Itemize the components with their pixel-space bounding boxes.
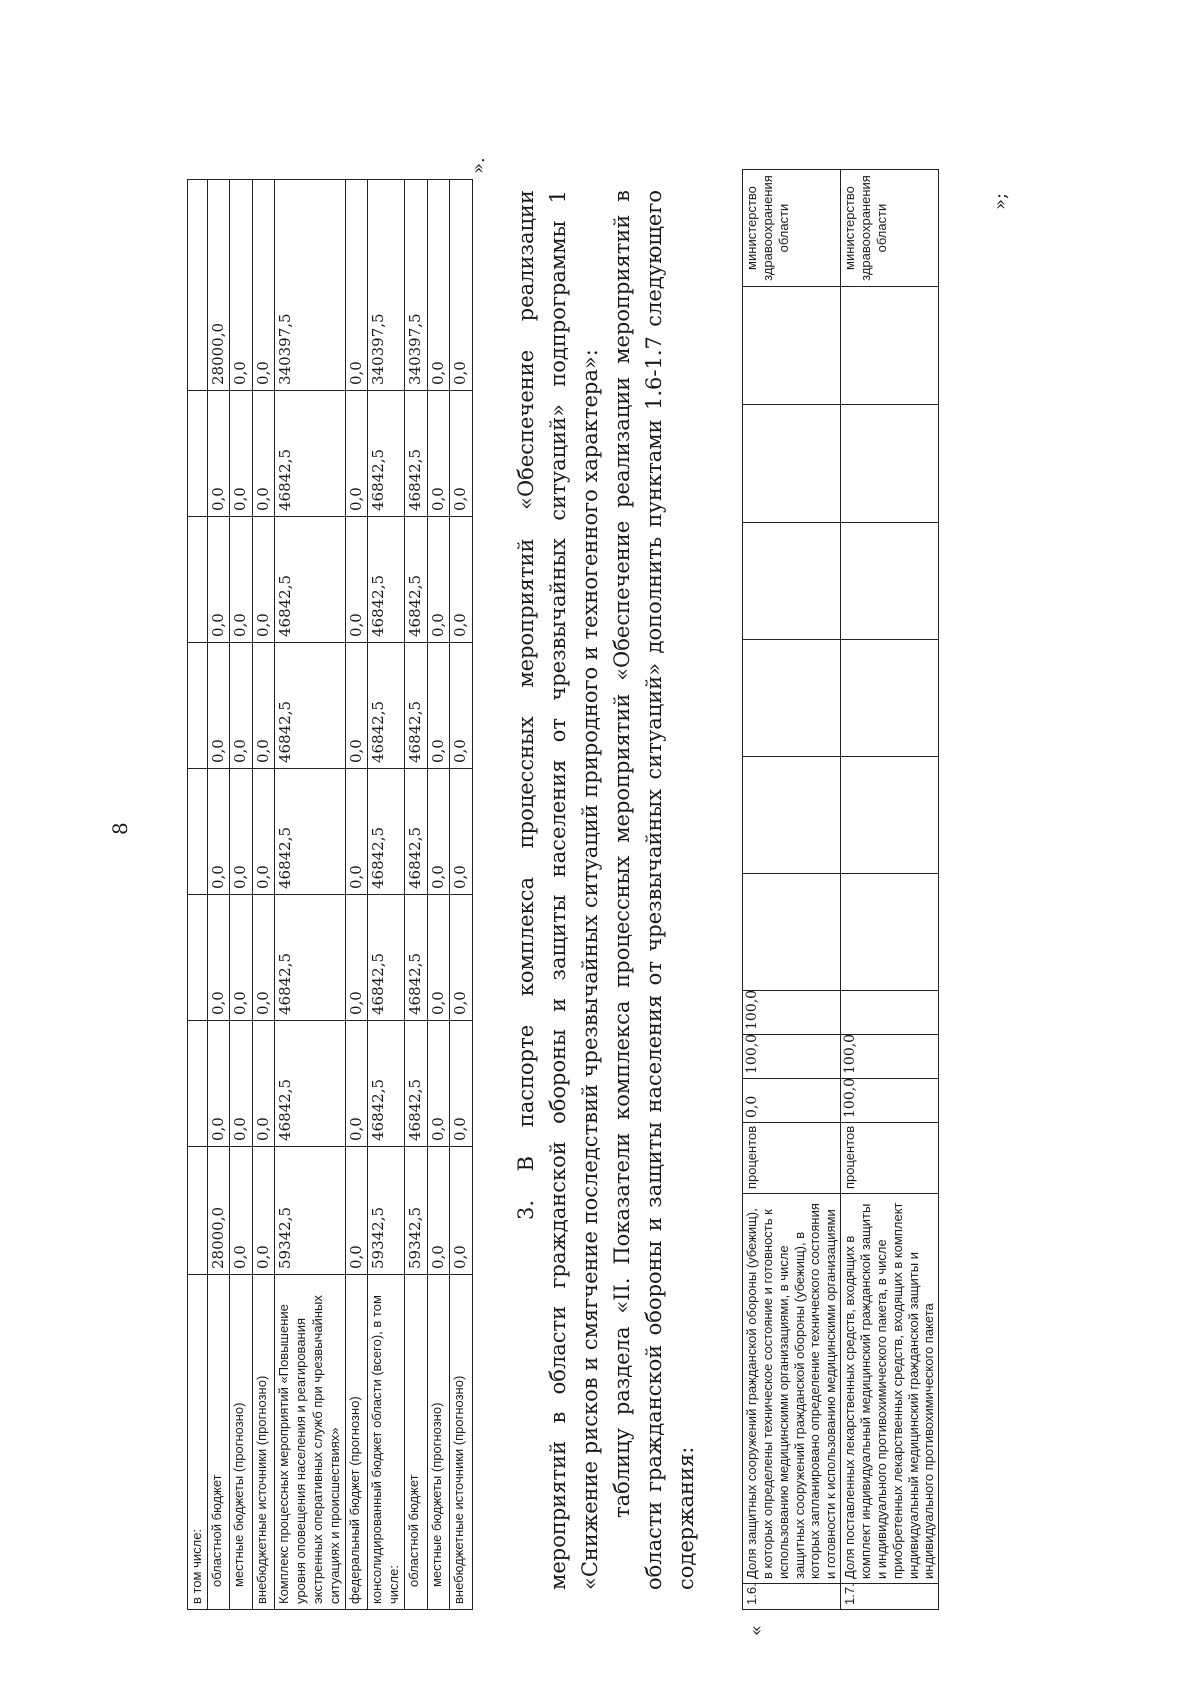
table-cell: 28000,0: [207, 180, 230, 391]
table-row: [345, 180, 368, 1610]
table-cell: 0,0: [230, 517, 253, 643]
row-label: внебюджетные источники (прогнозно): [252, 1275, 275, 1610]
closing-quote-mark: ».: [468, 157, 489, 174]
table-row: [841, 170, 939, 1610]
rotated-page-content: [70, 157, 1100, 1636]
table-cell: 0,0: [450, 391, 473, 517]
table-cell: 0,0: [450, 895, 473, 1021]
table-cell: 0,0: [230, 1021, 253, 1147]
table-cell: 46842,5: [405, 391, 428, 517]
row-label: областной бюджет: [207, 1275, 230, 1610]
table-cell: 0,0: [230, 391, 253, 517]
indicator-name: Доля защитных сооружений гражданской обороны (убежищ), в которых определены техническое состояние и готовность к использованию медицинскими организациями, в числе защитных сооружений гражданской обороны (убежищ), в которых запланировано определение технического состояния и готовности к использованию медицинскими организациями: [743, 1194, 841, 1584]
table-cell: 0,0: [427, 643, 450, 769]
indicator-unit: процентов: [841, 1123, 939, 1194]
table-cell: 340397,5: [405, 180, 428, 391]
table-cell: [743, 640, 841, 757]
indicator-table: [742, 169, 939, 1610]
table-cell: [841, 405, 939, 523]
table-cell: [743, 287, 841, 405]
table-cell: 0,0: [450, 1147, 473, 1275]
indicator-responsible: министерство здравоохранения области: [841, 170, 939, 287]
table-cell: [188, 1147, 208, 1275]
table-cell: 0,0: [252, 517, 275, 643]
table-cell: 0,0: [427, 517, 450, 643]
row-label: консолидированный бюджет области (всего), в том числе:: [368, 1275, 405, 1610]
table-row: [450, 180, 473, 1610]
table-cell: [188, 769, 208, 895]
table-cell: 0,0: [427, 391, 450, 517]
page-number: 8: [108, 822, 132, 835]
indicator-responsible: министерство здравоохранения области: [743, 170, 841, 287]
table-cell: 100,0: [743, 1035, 841, 1079]
opening-quote-mark: «: [746, 1624, 767, 1636]
table-cell: 0,0: [252, 1021, 275, 1147]
row-label: Комплекс процессных мероприятий «Повышение уровня оповещения населения и реагирования экстренных оперативных служб при чрезвычайных ситуациях и происшествиях»: [275, 1275, 346, 1610]
table-cell: 0,0: [230, 895, 253, 1021]
table-cell: 0,0: [345, 769, 368, 895]
table-cell: 0,0: [230, 1147, 253, 1275]
table-cell: [841, 287, 939, 405]
table-cell: 0,0: [345, 517, 368, 643]
table-row: [252, 180, 275, 1610]
table-cell: 0,0: [207, 643, 230, 769]
table-cell: 46842,5: [275, 769, 346, 895]
table-row: [405, 180, 428, 1610]
table-cell: 0,0: [427, 1147, 450, 1275]
table-cell: [841, 991, 939, 1035]
table-cell: 0,0: [252, 769, 275, 895]
table-cell: 46842,5: [275, 895, 346, 1021]
table-cell: 0,0: [345, 1021, 368, 1147]
table-cell: 0,0: [743, 1079, 841, 1123]
table-row: [188, 180, 208, 1610]
table-cell: [841, 640, 939, 757]
table-cell: 46842,5: [368, 895, 405, 1021]
row-label: областной бюджет: [405, 1275, 428, 1610]
table-cell: 46842,5: [275, 391, 346, 517]
row-label: местные бюджеты (прогнозно): [427, 1275, 450, 1610]
table-row: [743, 170, 841, 1610]
budget-table: [187, 179, 473, 1610]
table-cell: 59342,5: [405, 1147, 428, 1275]
table-cell: 0,0: [207, 517, 230, 643]
indicator-number: 1.7.: [841, 1584, 939, 1610]
paragraph-amendment-3: 3. В паспорте комплекса процессных мероприятий «Обеспечение реализации мероприятий в области гражданской обороны и защиты населения от чрезвычайных ситуаций» подпрограммы 1 «Снижение рисков и смягчение последствий чрезвычайных ситуаций природного и техногенного характера»:: [514, 190, 602, 1590]
table-cell: 0,0: [252, 391, 275, 517]
closing-quote-mark-indicators: »;: [990, 192, 1011, 210]
table-cell: 0,0: [427, 1021, 450, 1147]
table-cell: 46842,5: [368, 1021, 405, 1147]
table-cell: [743, 874, 841, 991]
table-cell: 46842,5: [405, 895, 428, 1021]
table-cell: 0,0: [345, 895, 368, 1021]
table-cell: 46842,5: [368, 391, 405, 517]
table-row: [368, 180, 405, 1610]
table-cell: 0,0: [345, 643, 368, 769]
table-cell: 0,0: [207, 769, 230, 895]
table-cell: [841, 874, 939, 991]
table-cell: 46842,5: [405, 1021, 428, 1147]
table-row: [427, 180, 450, 1610]
table-cell: 46842,5: [368, 517, 405, 643]
table-cell: 0,0: [427, 895, 450, 1021]
table-row: [207, 180, 230, 1610]
table-cell: 100,0: [841, 1079, 939, 1123]
table-cell: 0,0: [345, 180, 368, 391]
table-cell: 340397,5: [368, 180, 405, 391]
table-cell: 100,0: [743, 991, 841, 1035]
table-cell: 100,0: [841, 1035, 939, 1079]
table-cell: [743, 405, 841, 523]
table-cell: 0,0: [252, 1147, 275, 1275]
table-cell: 0,0: [230, 180, 253, 391]
table-cell: [188, 643, 208, 769]
table-cell: 0,0: [450, 1021, 473, 1147]
table-cell: 0,0: [450, 517, 473, 643]
table-cell: 0,0: [252, 180, 275, 391]
table-cell: 59342,5: [275, 1147, 346, 1275]
table-cell: [188, 517, 208, 643]
table-cell: 0,0: [207, 391, 230, 517]
table-cell: 0,0: [345, 391, 368, 517]
indicator-number: 1.6.: [743, 1584, 841, 1610]
table-cell: 0,0: [230, 769, 253, 895]
table-cell: 0,0: [252, 643, 275, 769]
table-cell: 46842,5: [275, 517, 346, 643]
indicator-name: Доля поставленных лекарственных средств, входящих в комплект индивидуальный медицинский гражданской защиты и индивидуального противохимического пакета, в числе приобретенных лекарственных средств, входящих в комплект индивидуальный медицинский гражданской защиты и индивидуального противохимического пакета: [841, 1194, 939, 1584]
table-cell: 0,0: [450, 769, 473, 895]
row-label: местные бюджеты (прогнозно): [230, 1275, 253, 1610]
table-cell: 0,0: [450, 643, 473, 769]
row-label: федеральный бюджет (прогнозно): [345, 1275, 368, 1610]
table-cell: 0,0: [207, 895, 230, 1021]
table-cell: 46842,5: [405, 517, 428, 643]
table-cell: 28000,0: [207, 1147, 230, 1275]
table-cell: 46842,5: [405, 769, 428, 895]
indicator-unit: процентов: [743, 1123, 841, 1194]
table-cell: 0,0: [345, 1147, 368, 1275]
table-cell: [743, 757, 841, 874]
table-cell: 46842,5: [368, 769, 405, 895]
table-cell: [188, 391, 208, 517]
table-cell: 340397,5: [275, 180, 346, 391]
table-cell: 0,0: [427, 769, 450, 895]
table-cell: 59342,5: [368, 1147, 405, 1275]
table-row: [275, 180, 346, 1610]
table-cell: 46842,5: [275, 1021, 346, 1147]
row-label: внебюджетные источники (прогнозно): [450, 1275, 473, 1610]
table-cell: [841, 523, 939, 640]
table-cell: [743, 523, 841, 640]
table-cell: [188, 895, 208, 1021]
row-label: в том числе:: [188, 1275, 208, 1610]
table-cell: 0,0: [450, 180, 473, 391]
table-cell: [188, 180, 208, 391]
table-cell: [188, 1021, 208, 1147]
table-cell: 46842,5: [368, 643, 405, 769]
table-cell: 46842,5: [405, 643, 428, 769]
table-cell: [841, 757, 939, 874]
paragraph-table-supplement: таблицу раздела «II. Показатели комплекса процессных мероприятий «Обеспечение реализации мероприятий в области гражданской обороны и защиты населения от чрезвычайных ситуаций» дополнить пунктами 1.6-1.7 следующего содержания:: [610, 190, 698, 1590]
table-row: [230, 180, 253, 1610]
table-cell: 0,0: [207, 1021, 230, 1147]
table-cell: 0,0: [427, 180, 450, 391]
table-cell: 46842,5: [275, 643, 346, 769]
table-cell: 0,0: [230, 643, 253, 769]
table-cell: 0,0: [252, 895, 275, 1021]
